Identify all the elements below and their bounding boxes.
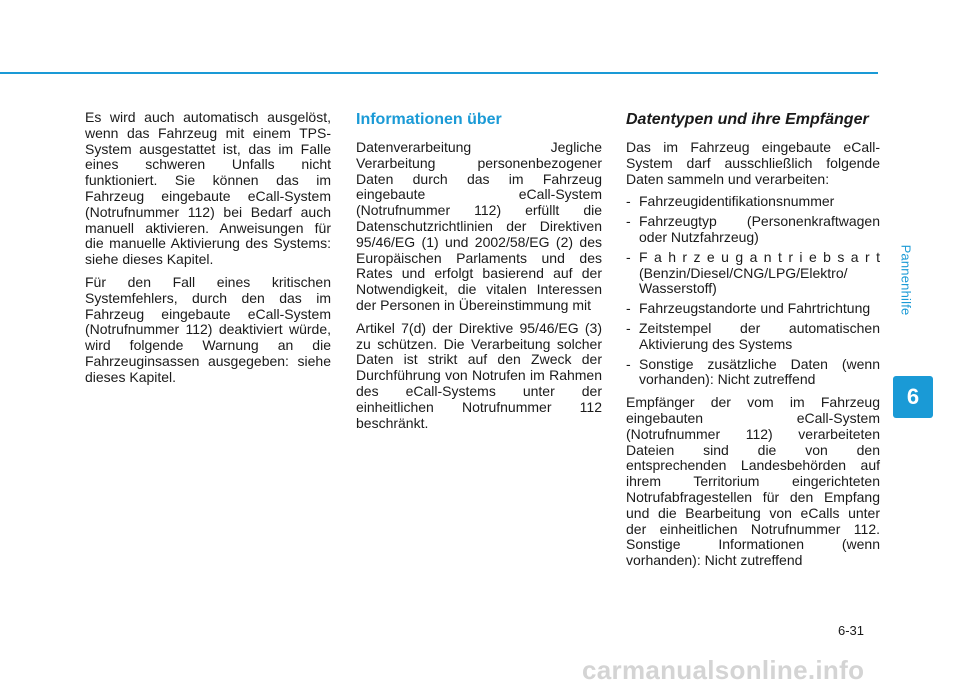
column-1 [85,110,331,393]
list-item: - Fahrzeugidentifikationsnummer [626,194,880,210]
paragraph: Es wird auch automatisch ausgelöst, wenn das Fahrzeug mit einem TPS-System ausgestattet ist, das im Falle eines schweren Unfalls nicht funktioniert. Sie können das im Fahrzeug eingebaute eCall-System (Notrufnummer 112) bei Bedarf auch manuell aktivieren. Anweisungen für die manuelle Aktivierung des Systems: siehe dieses Kapitel. [85,109,331,268]
header-rule [0,72,878,74]
paragraph: Artikel 7(d) der Direktive 95/46/EG (3) zu schützen. Die Verarbeitung solcher Daten ist strikt auf den Zweck der Durchführung von Notrufen im Rahmen des eCall-Systems unter der einheitlichen Notrufnummer 112 beschränkt. [356,319,602,431]
list-item: - Zeitstempel der automatischen Aktivierung des Systems [626,321,880,353]
paragraph: Für den Fall eines kritischen Systemfehlers, durch den das im Fahrzeug eingebaute eCall-System (Notrufnummer 112) deaktiviert würde, wird folgende Warnung an die Fahrzeuginsassen ausgegeben: siehe dieses Kapitel. [85,273,331,385]
chapter-side-label [891,200,921,360]
page-number: 6-31 [838,623,865,638]
data-types-list [626,194,880,388]
list-item: - F a h r z e u g a n t r i e b s a r t (Benzin/Diesel/CNG/LPG/Elektro/ Wasserstoff) [626,250,880,297]
list-item: - Fahrzeugstandorte und Fahrtrichtung [626,301,880,317]
watermark: carmanualsonline.info [582,655,865,685]
section-heading-informationen: Informationen über [356,111,502,128]
paragraph: Das im Fahrzeug eingebaute eCall-System darf ausschließlich folgende Daten sammeln und verarbeiten: [626,139,880,187]
column-2 [356,110,602,438]
chapter-title: Pannenhilfe [898,244,914,316]
chapter-tab[interactable]: 6 [893,376,933,418]
column-3 [626,110,880,576]
section-heading-datentypen: Datentypen und ihre Empfänger [626,111,869,128]
list-item: - Sonstige zusätzliche Daten (wenn vorhanden): Nicht zutreffend [626,357,880,389]
paragraph: Datenverarbeitung Jegliche Verarbeitung personenbezogener Daten durch das im Fahrzeug eingebaute eCall-System (Notrufnummer 112) erfüllt die Datenschutzrichtlinien der Direktiven 95/46/EG (1) und 2002/58/EG (2) des Europäischen Parlaments und des Rates und erfolgt basierend auf der Notwendigkeit, die vitalen Interessen der Personen in Übereinstimmung mit [356,139,602,313]
paragraph: Empfänger der vom im Fahrzeug eingebauten eCall-System (Notrufnummer 112) verarbeiteten Dateien sind die von den entsprechenden Landesbehörden auf ihrem Territorium eingerichteten Notrufabfragestellen für den Empfang und die Bearbeitung von eCalls unter der einheitlichen Notrufnummer 112. Sonstige Informationen (wenn vorhanden): Nicht zutreffend [626,394,880,569]
list-item: - Fahrzeugtyp (Personenkraftwagen oder Nutzfahrzeug) [626,214,880,246]
